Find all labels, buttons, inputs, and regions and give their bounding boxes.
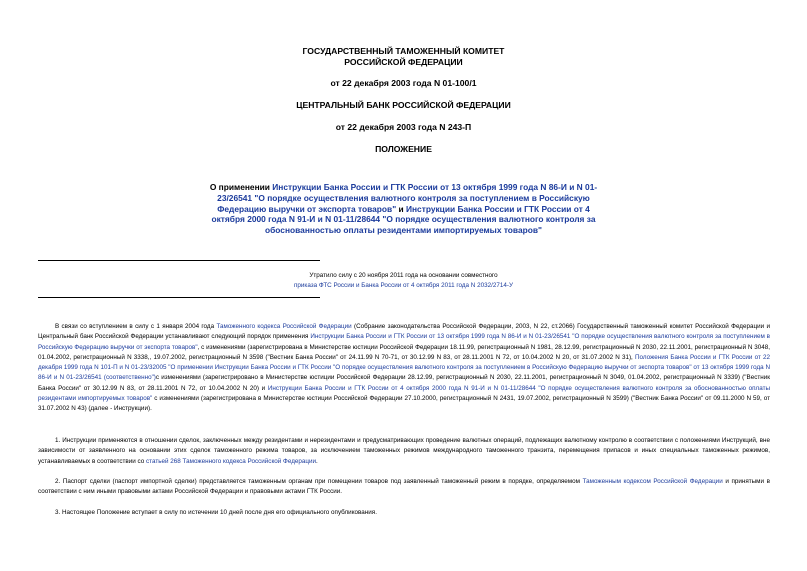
intro-text-5: с изменениями (зарегистрирована в Министерстве юстиции Российской Федерации 27.10.2000, регистрационный N 2431, 19.07.2002, регистрационный N 3599) ("Вестник Банка России" от 09.11.2000 N 59, от 31.07.2002 N 43) (далее - Инструкции). [38, 395, 770, 413]
p2-link-customs-code[interactable]: Таможенным кодексом Российской Федерации [582, 478, 723, 485]
document-type: ПОЛОЖЕНИЕ [375, 144, 432, 154]
title-link-instruction-91[interactable]: Инструкции Банка России и ГТК России от 4 октября 2000 года N 91-И и N 01-11/28644 "О порядке осуществления валютного контроля за обоснованностью оплаты резидентами импортируемых товаров" [211, 203, 596, 236]
p1-text-2: . [316, 457, 318, 465]
p2-text-2: и принятыми в соответствии с ним иными правовыми актами Российской Федерации и правовыми актами ГТК России. [38, 478, 770, 496]
status-note [230, 271, 577, 291]
intro-link-instruction-86[interactable]: Инструкции Банка России и ГТК России от 13 октября 1999 года N 86-И и N 01-23/26541 "О порядке осуществления валютного контроля за поступлением в Российскую Федерацию выручки от экспорта товаров" [38, 333, 770, 351]
intro-text-2: (Собрание законодательства Российской Федерации, 2003, N 22, ст.2066) Государственный таможенный комитет Российской Федерации и Центральный банк Российской Федерации устанавливают следующий порядок применения [38, 323, 770, 341]
issue-date-2: от 22 декабря 2003 года N 243-П [335, 122, 472, 132]
intro-link-customs-code[interactable]: Таможенного кодекса Российской Федерации [216, 323, 352, 330]
issuer-line-2: РОССИЙСКОЙ ФЕДЕРАЦИИ [344, 56, 463, 67]
p3-text-1: 3. Настоящее Положение вступает в силу по истечении 10 дней после дня его официального опубликования. [55, 509, 377, 516]
paragraph-1 [38, 436, 770, 467]
paragraph-2 [38, 477, 770, 498]
title-conjunction: и [396, 203, 406, 214]
divider-bottom [38, 297, 320, 298]
status-note-text: Утратило силу с 20 ноября 2011 года на основании совместного [309, 272, 498, 279]
title-prefix: О применении [209, 182, 273, 192]
issuer-line-1: ГОСУДАРСТВЕННЫЙ ТАМОЖЕННЫЙ КОМИТЕТ [302, 46, 505, 56]
issuer-customs-committee [0, 46, 807, 67]
intro-text-3: , с изменениями (зарегистрирована в Министерстве юстиции Российской Федерации 18.11.99, регистрационный N 1981, 28.12.99, регистрационный N 2030, 22.11.2001, регистрационный N 3048, 01.04.2002, регистрационный N 3338,, 19.07.2002, регистрационный N 3598 ("Вестник Банка России" от 24.11.99 N 70-71, от 30.12.99 N 83, от 28.11.2001 N 72, от 10.04.2002 N 20, от 31.07.2002 N 31), [38, 343, 771, 361]
intro-link-instruction-91[interactable]: Инструкции Банка России и ГТК России от 4 октября 2000 года N 91-И и N 01-11/28644 "О порядке осуществления валютного контроля за обоснованностью оплаты резидентами импортируемых товаров" [38, 384, 770, 403]
intro-link-regulation-101[interactable]: Положения Банка России и ГТК России от 22 декабря 1999 года N 101-П и N 01-23/32005 "О применении Инструкции Банка России и ГТК России "О порядке осуществления валютного контроля за поступлением в Российскую Федерацию выручки от экспорта товаров" от 13 октября 1999 года N 86-И и N 01-23/26541 (соответственно") [38, 353, 770, 382]
paragraph-intro [38, 322, 770, 415]
p1-text-1: 1. Инструкции применяются в отношении сделок, заключенных между резидентами и нерезидентами и предусматривающих проведение валютных операций, подлежащих валютному контролю в соответствии с положениями Инструкций, вне зависимости от заявленного на основании этих сделок таможенного режима товаров, за исключением таможенных режимов международного таможенного транзита, перемещения припасов и иных специальных таможенных режимов, устанавливаемых в соответствии со [38, 437, 770, 465]
document-title [200, 182, 607, 236]
issue-date-1: от 22 декабря 2003 года N 01-100/1 [330, 78, 477, 88]
paragraph-3 [38, 508, 770, 518]
p2-text-1: 2. Паспорт сделки (паспорт импортной сделки) представляется таможенным органам при помещении товаров под заявленный таможенный режим в порядке, определяемом [55, 478, 583, 485]
status-note-link[interactable]: приказа ФТС России и Банка России от 4 октября 2011 года N 2032/2714-У [294, 282, 513, 289]
title-link-instruction-86[interactable]: Инструкции Банка России и ГТК России от 13 октября 1999 года N 86-И и N 01-23/26541 "О порядке осуществления валютного контроля за поступлением в Российскую Федерацию выручки от экспорта товаров" [217, 182, 598, 214]
p1-link-article-268[interactable]: статьей 268 Таможенного кодекса Российской Федерации [146, 457, 317, 465]
issuer-central-bank: ЦЕНТРАЛЬНЫЙ БАНК РОССИЙСКОЙ ФЕДЕРАЦИИ [296, 100, 511, 110]
intro-text-4: с изменениями (зарегистрировано в Министерстве юстиции Российской Федерации 28.12.99, регистрационный N 2030, 22.11.2001, регистрационный N 3049, 01.04.2002, регистрационный N 3339) ("Вестник Банка России" от 30.12.99 N 83, от 28.11.2001 N 72, от 10.04.2002 N 20) и [38, 374, 770, 392]
divider-top [38, 260, 320, 261]
intro-text-1: В связи со вступлением в силу с 1 января 2004 года [55, 323, 217, 330]
